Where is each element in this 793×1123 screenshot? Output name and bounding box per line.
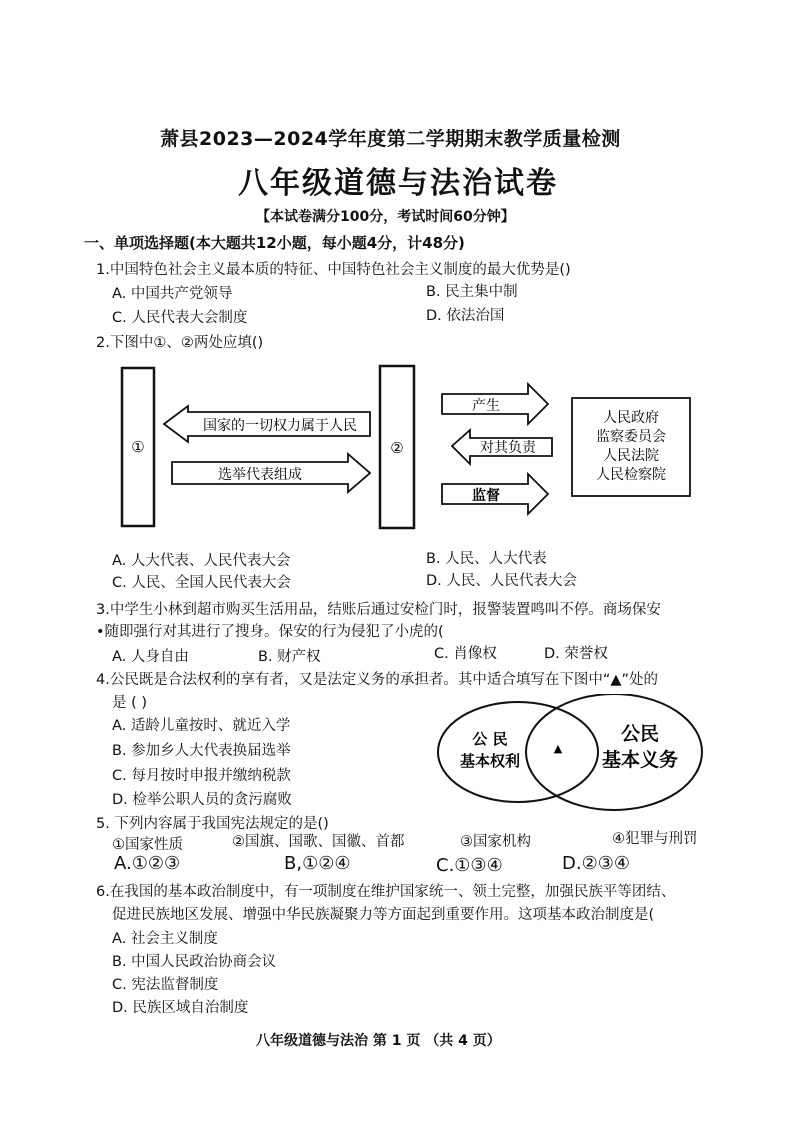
exam-title-line1: 萧县2023—2024学年度第二学期期末教学质量检测 (160, 128, 621, 150)
q6-option-c: C. 宪法监督制度 (112, 977, 219, 993)
q4-venn-diagram (434, 694, 714, 816)
q6-option-a: A. 社会主义制度 (112, 931, 218, 947)
q2-option-b: B. 人民、人大代表 (426, 551, 547, 567)
q5-option-a: A.①②③ (114, 853, 181, 874)
q2-stem: 2.下图中①、②两处应填() (96, 335, 264, 351)
q2-box-1-label: ① (131, 438, 145, 456)
q2-organ-supervision: 监察委员会 (596, 429, 666, 445)
q3-option-c: C. 肖像权 (434, 646, 497, 662)
q2-arrow-right-label: 选举代表组成 (218, 467, 302, 483)
q2-option-c: C. 人民、全国人民代表大会 (112, 575, 291, 591)
q2-organ-court: 人民法院 (603, 448, 659, 464)
q2-diagram (112, 360, 702, 535)
q4-venn-right-line1: 公民 (620, 723, 660, 745)
q2-option-a: A. 人大代表、人民代表大会 (112, 553, 291, 569)
q2-arrow-responsible-label: 对其负责 (480, 440, 536, 456)
q4-option-a: A. 适龄儿童按时、就近入学 (112, 718, 291, 734)
q2-organ-government: 人民政府 (603, 410, 659, 426)
section-title: 一、单项选择题(本大题共12小题，每小题4分，计48分) (84, 234, 465, 252)
q4-venn-center-mark: ▲ (553, 742, 563, 755)
q2-box-2-label: ② (390, 439, 404, 457)
q4-option-d: D. 检举公职人员的贪污腐败 (112, 792, 292, 808)
q1-stem: 1.中国特色社会主义最本质的特征、中国特色社会主义制度的最大优势是() (96, 262, 571, 278)
q2-option-d: D. 人民、人民代表大会 (426, 573, 577, 589)
q5-option-c: C.①③④ (436, 855, 503, 876)
q5-item-1: ①国家性质 (112, 837, 183, 853)
q4-option-c: C. 每月按时申报并缴纳税款 (112, 768, 291, 784)
q2-arrow-left-label: 国家的一切权力属于人民 (203, 418, 357, 434)
q6-stem-line2: 促进民族地区发展、增强中华民族凝聚力等方面起到重要作用。这项基本政治制度是( (112, 907, 655, 923)
q6-stem-line1: 6.在我国的基本政治制度中，有一项制度在维护国家统一、领土完整，加强民族平等团结、 (96, 884, 676, 900)
q6-option-d: D. 民族区域自治制度 (112, 1000, 249, 1016)
q1-option-b: B. 民主集中制 (426, 284, 518, 300)
page-footer: 八年级道德与法治 第 1 页 （共 4 页） (256, 1033, 501, 1049)
q4-stem-line1: 4.公民既是合法权利的享有者，又是法定义务的承担者。其中适合填写在下图中“▲”处的 (96, 672, 659, 688)
exam-title-line2: 八年级道德与法治试卷 (238, 166, 558, 201)
q5-stem: 5. 下列内容属于我国宪法规定的是() (96, 816, 329, 832)
q3-option-a: A. 人身自由 (112, 649, 189, 665)
q5-item-3: ③国家机构 (460, 834, 531, 850)
q2-organ-procuratorate: 人民检察院 (596, 467, 666, 483)
q5-option-d: D.②③④ (562, 853, 630, 874)
q3-stem-line1: 3.中学生小林到超市购买生活用品，结账后通过安检门时，报警装置鸣叫不停。商场保安 (96, 602, 661, 618)
q3-option-b: B. 财产权 (258, 649, 321, 665)
q3-option-d: D. 荣誉权 (544, 646, 608, 662)
q5-option-b: B,①②④ (284, 853, 351, 874)
exam-note: 【本试卷满分100分，考试时间60分钟】 (256, 209, 515, 225)
q3-stem-line2: •随即强行对其进行了搜身。保安的行为侵犯了小虎的( (96, 624, 444, 640)
q4-venn-right-line2: 基本义务 (601, 749, 679, 771)
q5-item-4: ④犯罪与刑罚 (612, 831, 698, 847)
q1-option-c: C. 人民代表大会制度 (112, 310, 248, 326)
q4-option-b: B. 参加乡人大代表换届选举 (112, 743, 291, 759)
q2-arrow-supervise-label: 监督 (472, 488, 500, 504)
q4-venn-left-line1: 公 民 (472, 730, 508, 748)
q4-venn-left-line2: 基本权利 (459, 752, 521, 770)
q1-option-a: A. 中国共产党领导 (112, 286, 233, 302)
q4-stem-line2: 是 ( ) (112, 695, 148, 711)
q1-option-d: D. 依法治国 (426, 308, 505, 324)
q6-option-b: B. 中国人民政治协商会议 (112, 954, 277, 970)
q5-item-2: ②国旗、国歌、国徽、首都 (232, 834, 405, 850)
q2-arrow-produce-label: 产生 (472, 398, 500, 414)
